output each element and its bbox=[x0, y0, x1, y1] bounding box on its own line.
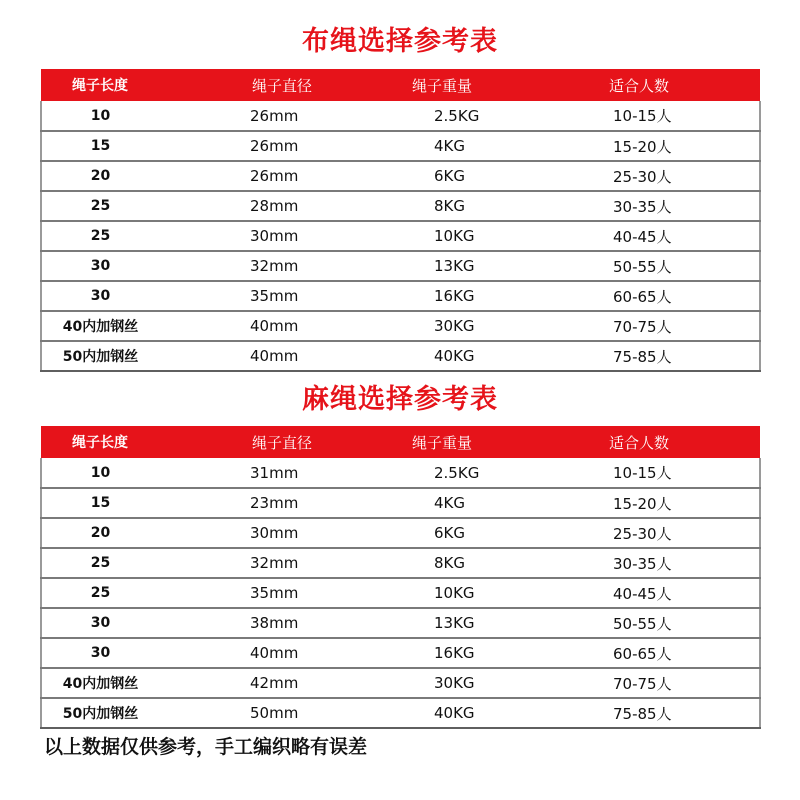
cell-rope-weight: 13KG bbox=[434, 257, 475, 275]
cell-rope-diameter: 50mm bbox=[250, 704, 299, 722]
cell-rope-length: 25 bbox=[90, 585, 111, 601]
cell-rope-diameter: 35mm bbox=[250, 584, 299, 602]
table-row bbox=[41, 221, 760, 251]
header-suitable-people: 适合人数 bbox=[609, 433, 670, 452]
cloth-rope-reference-table bbox=[40, 69, 761, 372]
cell-suitable-people: 30-35人 bbox=[613, 197, 672, 216]
cell-suitable-people: 70-75人 bbox=[613, 317, 672, 336]
table-row bbox=[41, 101, 760, 131]
cloth-rope-table-title: 布绳选择参考表 bbox=[302, 26, 498, 57]
cell-suitable-people: 50-55人 bbox=[613, 614, 672, 633]
cell-rope-length: 10 bbox=[90, 464, 111, 481]
table-row bbox=[41, 638, 760, 668]
cell-rope-length: 15 bbox=[90, 138, 111, 154]
cell-rope-weight: 2.5KG bbox=[434, 463, 480, 482]
table-row bbox=[41, 668, 760, 698]
cell-rope-diameter: 32mm bbox=[250, 257, 299, 275]
cell-rope-diameter: 23mm bbox=[250, 494, 299, 512]
header-rope-length: 绳子长度 bbox=[72, 78, 128, 94]
cell-rope-length: 30 bbox=[90, 258, 111, 274]
table-body bbox=[41, 458, 760, 728]
cell-suitable-people: 50-55人 bbox=[613, 257, 672, 276]
cell-rope-weight: 8KG bbox=[434, 197, 466, 215]
cell-suitable-people: 30-35人 bbox=[613, 554, 672, 573]
cell-rope-diameter: 35mm bbox=[250, 287, 299, 305]
cell-rope-diameter: 26mm bbox=[250, 167, 299, 185]
cell-suitable-people: 25-30人 bbox=[613, 167, 672, 186]
cell-rope-weight: 2.5KG bbox=[434, 106, 480, 125]
table-row bbox=[41, 311, 760, 341]
table-row bbox=[41, 191, 760, 221]
cell-rope-length: 25 bbox=[90, 555, 111, 571]
cell-rope-weight: 10KG bbox=[434, 227, 475, 245]
table-row bbox=[41, 251, 760, 281]
cell-rope-length: 25 bbox=[90, 228, 111, 244]
cell-rope-diameter: 40mm bbox=[250, 644, 299, 662]
cell-rope-length: 40内加钢丝 bbox=[62, 319, 139, 335]
hemp-rope-reference-table bbox=[40, 426, 761, 729]
cell-suitable-people: 75-85人 bbox=[613, 704, 672, 723]
cell-rope-diameter: 31mm bbox=[250, 463, 299, 482]
cell-rope-length: 10 bbox=[90, 107, 111, 124]
table-row bbox=[41, 698, 760, 728]
cell-rope-diameter: 30mm bbox=[250, 524, 299, 542]
cell-rope-length: 15 bbox=[90, 495, 111, 511]
cell-rope-diameter: 40mm bbox=[250, 317, 299, 335]
header-rope-weight: 绳子重量 bbox=[412, 76, 473, 95]
cell-suitable-people: 60-65人 bbox=[613, 644, 672, 663]
cell-suitable-people: 15-20人 bbox=[613, 494, 672, 513]
header-rope-diameter: 绳子直径 bbox=[252, 433, 313, 452]
cell-rope-length: 50内加钢丝 bbox=[62, 349, 139, 365]
cell-rope-weight: 40KG bbox=[434, 347, 475, 365]
cell-suitable-people: 40-45人 bbox=[613, 227, 672, 246]
hemp-rope-table-title: 麻绳选择参考表 bbox=[302, 384, 498, 415]
cell-rope-weight: 16KG bbox=[434, 644, 475, 662]
cell-rope-diameter: 26mm bbox=[250, 106, 299, 125]
table-row bbox=[41, 341, 760, 371]
cell-rope-weight: 30KG bbox=[434, 674, 475, 692]
cell-rope-length: 30 bbox=[90, 615, 111, 631]
cell-rope-length: 30 bbox=[90, 288, 111, 304]
table-row bbox=[41, 488, 760, 518]
cell-rope-weight: 40KG bbox=[434, 704, 475, 722]
cell-rope-diameter: 32mm bbox=[250, 554, 299, 572]
table-header-row bbox=[41, 69, 760, 101]
header-rope-length: 绳子长度 bbox=[72, 435, 128, 451]
cell-rope-length: 50内加钢丝 bbox=[62, 706, 139, 722]
cell-rope-length: 25 bbox=[90, 198, 111, 214]
cell-rope-weight: 8KG bbox=[434, 554, 466, 572]
cell-rope-length: 20 bbox=[90, 525, 111, 541]
table-row bbox=[41, 131, 760, 161]
cell-rope-weight: 13KG bbox=[434, 614, 475, 632]
table-row bbox=[41, 458, 760, 488]
cell-suitable-people: 75-85人 bbox=[613, 347, 672, 366]
cell-suitable-people: 25-30人 bbox=[613, 524, 672, 543]
table-body bbox=[41, 101, 760, 371]
table-row bbox=[41, 608, 760, 638]
table-header-row bbox=[41, 426, 760, 458]
cell-rope-diameter: 38mm bbox=[250, 614, 299, 632]
header-rope-diameter: 绳子直径 bbox=[252, 76, 313, 95]
cell-rope-weight: 6KG bbox=[434, 167, 466, 185]
cell-rope-weight: 4KG bbox=[434, 494, 466, 512]
cell-rope-weight: 16KG bbox=[434, 287, 475, 305]
cell-suitable-people: 60-65人 bbox=[613, 287, 672, 306]
cell-rope-weight: 4KG bbox=[434, 137, 466, 155]
cell-rope-length: 40内加钢丝 bbox=[62, 676, 139, 692]
disclaimer-note: 以上数据仅供参考，手工编织略有误差 bbox=[44, 736, 368, 758]
table-row bbox=[41, 518, 760, 548]
table-row bbox=[41, 161, 760, 191]
cell-rope-length: 30 bbox=[90, 645, 111, 661]
cell-rope-weight: 6KG bbox=[434, 524, 466, 542]
cell-rope-diameter: 26mm bbox=[250, 137, 299, 155]
cell-rope-diameter: 42mm bbox=[250, 674, 299, 692]
cell-suitable-people: 70-75人 bbox=[613, 674, 672, 693]
cell-rope-diameter: 40mm bbox=[250, 347, 299, 365]
cell-rope-weight: 30KG bbox=[434, 317, 475, 335]
cell-suitable-people: 40-45人 bbox=[613, 584, 672, 603]
cell-suitable-people: 10-15人 bbox=[613, 464, 672, 482]
cell-rope-weight: 10KG bbox=[434, 584, 475, 602]
cell-rope-length: 20 bbox=[90, 168, 111, 184]
header-suitable-people: 适合人数 bbox=[609, 76, 670, 95]
header-rope-weight: 绳子重量 bbox=[412, 433, 473, 452]
cell-suitable-people: 15-20人 bbox=[613, 137, 672, 156]
table-row bbox=[41, 578, 760, 608]
table-row bbox=[41, 548, 760, 578]
cell-suitable-people: 10-15人 bbox=[613, 107, 672, 125]
cell-rope-diameter: 30mm bbox=[250, 227, 299, 245]
cell-rope-diameter: 28mm bbox=[250, 197, 299, 215]
table-row bbox=[41, 281, 760, 311]
